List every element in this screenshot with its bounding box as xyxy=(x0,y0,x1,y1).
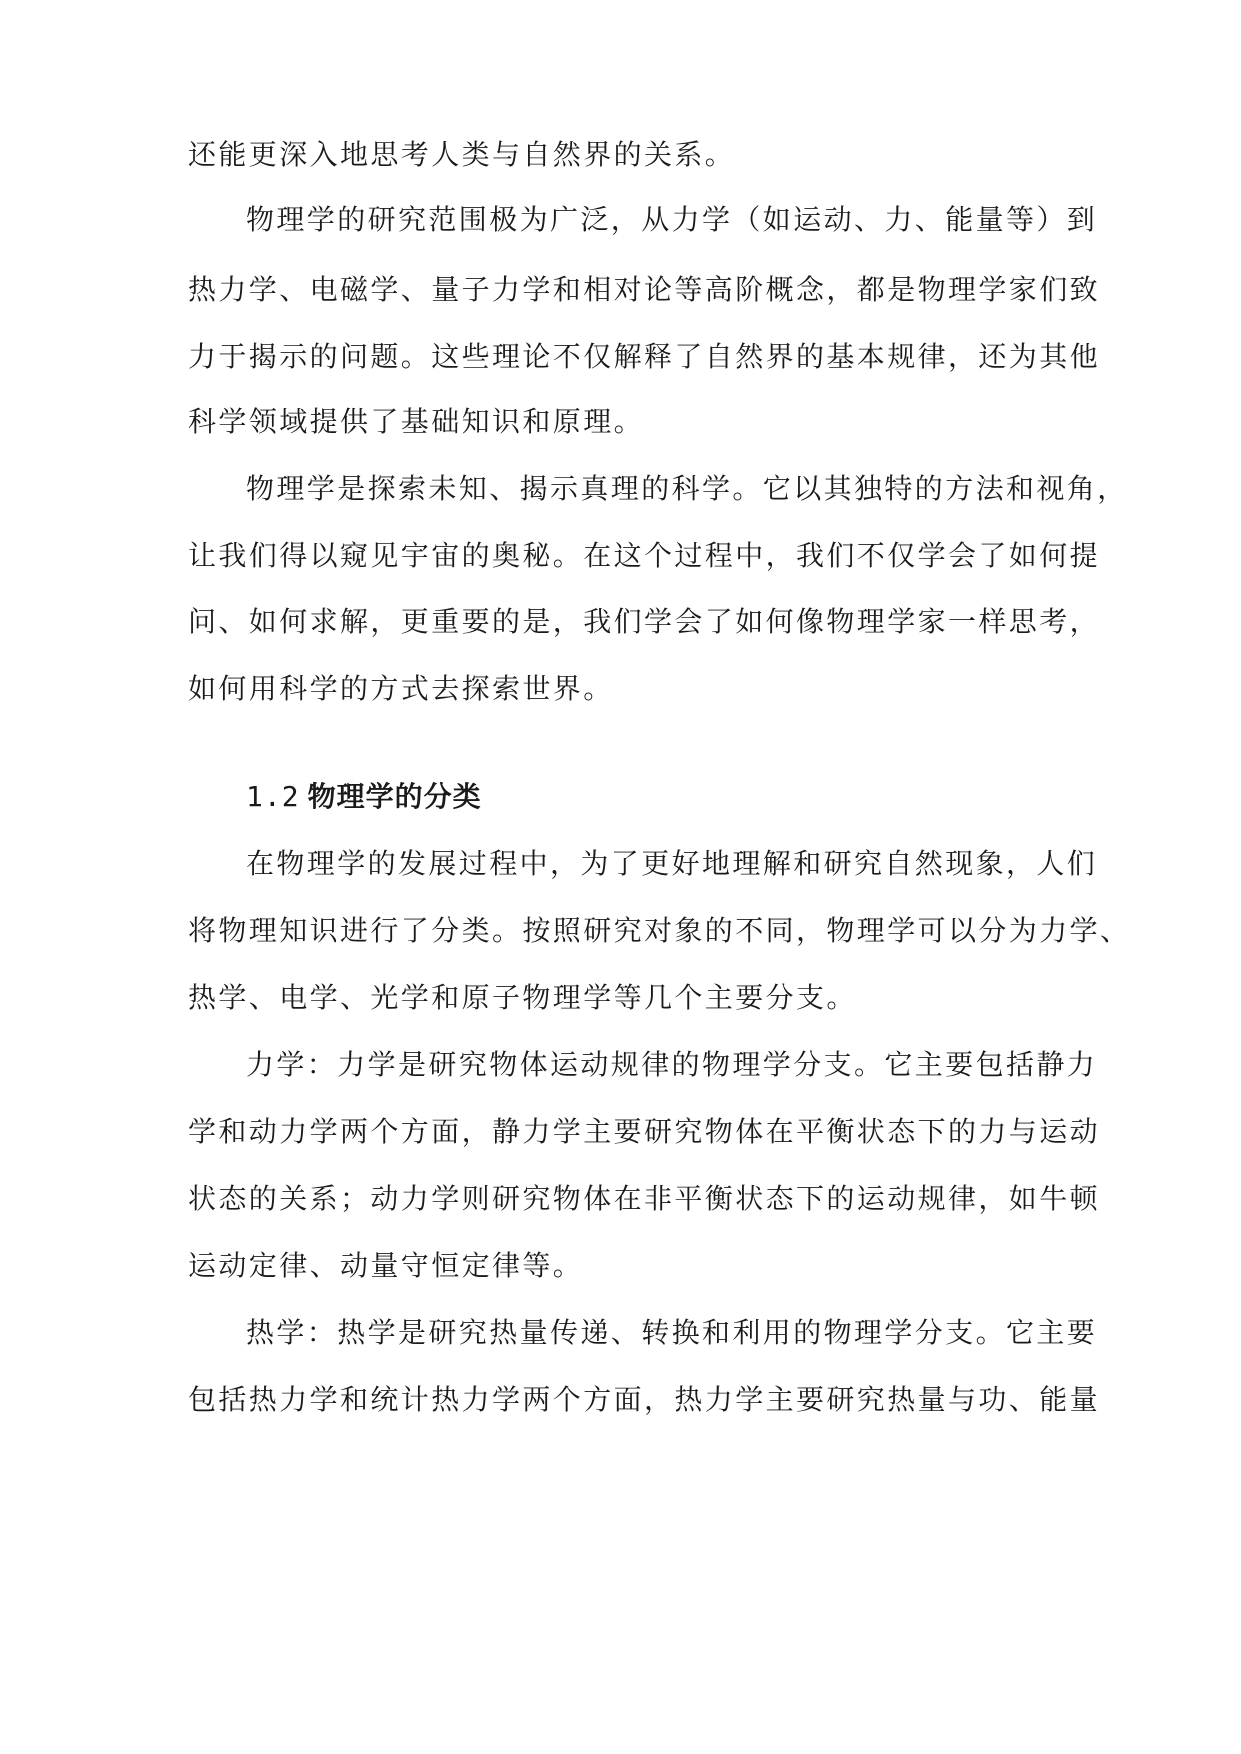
text-line: 力学：力学是研究物体运动规律的物理学分支。它主要包括静力 xyxy=(246,1048,1098,1081)
text-line: 问、如何求解，更重要的是，我们学会了如何像物理学家一样思考， xyxy=(188,605,1101,638)
section-heading xyxy=(246,780,482,814)
text-line: 热学：热学是研究热量传递、转换和利用的物理学分支。它主要 xyxy=(246,1316,1098,1349)
text-line: 科学领域提供了基础知识和原理。 xyxy=(188,405,645,438)
text-line: 运动定律、动量守恒定律等。 xyxy=(188,1249,584,1282)
text-line: 热学、电学、光学和原子物理学等几个主要分支。 xyxy=(188,981,857,1014)
text-line: 让我们得以窥见宇宙的奥秘。在这个过程中，我们不仅学会了如何提 xyxy=(188,539,1101,572)
text-line: 热力学、电磁学、量子力学和相对论等高阶概念，都是物理学家们致 xyxy=(188,273,1101,306)
text-line: 如何用科学的方式去探索世界。 xyxy=(188,672,614,705)
section-number: 1.2 xyxy=(246,780,300,813)
section-title: 物理学的分类 xyxy=(307,780,482,813)
text-line: 在物理学的发展过程中，为了更好地理解和研究自然现象，人们 xyxy=(246,847,1098,880)
text-line: 学和动力学两个方面，静力学主要研究物体在平衡状态下的力与运动 xyxy=(188,1115,1101,1148)
text-line: 力于揭示的问题。这些理论不仅解释了自然界的基本规律，还为其他 xyxy=(188,340,1101,373)
text-line: 包括热力学和统计热力学两个方面，热力学主要研究热量与功、能量 xyxy=(188,1383,1101,1416)
text-line: 还能更深入地思考人类与自然界的关系。 xyxy=(188,138,736,171)
text-line: 状态的关系；动力学则研究物体在非平衡状态下的运动规律，如牛顿 xyxy=(188,1182,1101,1215)
text-line: 将物理知识进行了分类。按照研究对象的不同，物理学可以分为力学、 xyxy=(188,914,1131,947)
text-line: 物理学的研究范围极为广泛，从力学（如运动、力、能量等）到 xyxy=(246,203,1098,236)
text-line: 物理学是探索未知、揭示真理的科学。它以其独特的方法和视角， xyxy=(246,472,1128,505)
